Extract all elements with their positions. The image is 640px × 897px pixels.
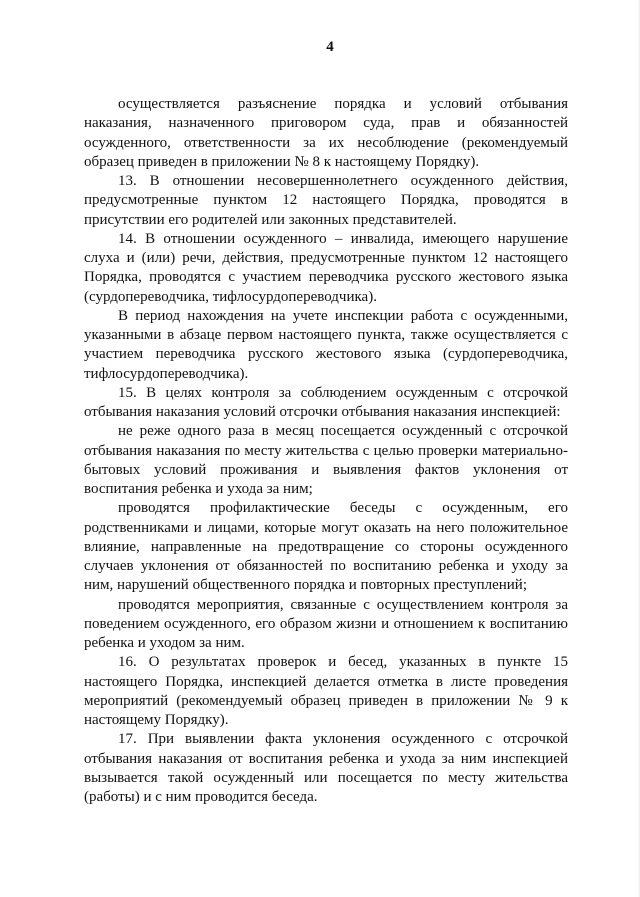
paragraph-15-item-2: проводятся профилактические беседы с осужденным, его родственниками и лицами, которые могут оказать на него положительное влияние, направленные на предотвращение со стороны осужденного случаев уклонения от обязанностей по воспитанию ребенка и уходу за ним, нарушений общественного порядка и повторных преступлений; <box>84 500 568 594</box>
paragraph-14: 14. В отношении осужденного – инвалида, имеющего нарушение слуха и (или) речи, действия, предусмотренные пунктом 12 настоящего Порядка, проводятся с участием переводчика русского жестового языка (сурдопереводчика, тифлосурдопереводчика). <box>84 230 568 305</box>
paragraph-17: 17. При выявлении факта уклонения осужденного с отсрочкой отбывания наказания от воспитания ребенка и ухода за ним инспекцией вызывается такой осужденный или посещается по месту жительства (работы) и с ним проводится беседа. <box>84 731 568 805</box>
paragraph-15-item-1: не реже одного раза в месяц посещается осужденный с отсрочкой отбывания наказания по месту жительства с целью проверки материально-бытовых условий проживания и выявления фактов уклонения от воспитания ребенка и ухода за ним; <box>84 423 568 497</box>
paragraph-13: 13. В отношении несовершеннолетнего осужденного действия, предусмотренные пунктом 12 настоящего Порядка, проводятся в присутствии его родителей или законных представителей. <box>84 173 568 228</box>
page-number: 4 <box>326 39 334 55</box>
paragraph-continuation: осуществляется разъяснение порядка и условий отбывания наказания, назначенного приговором суда, прав и обязанностей осужденного, ответственности за их несоблюдение (рекомендуемый образец приведен в приложении № 8 к настоящему Порядку). <box>84 96 568 170</box>
document-body <box>84 95 568 807</box>
paragraph-14-second: В период нахождения на учете инспекции работа с осужденными, указанными в абзаце первом настоящего пункта, также осуществляется с участием переводчика русского жестового языка (сурдопереводчика, тифлосурдопереводчика). <box>84 307 568 382</box>
paragraph-15-item-3: проводятся мероприятия, связанные с осуществлением контроля за поведением осужденного, его образом жизни и отношением к воспитанию ребенка и уходом за ним. <box>84 596 568 651</box>
paragraph-15: 15. В целях контроля за соблюдением осужденным с отсрочкой отбывания наказания условий отсрочки отбывания наказания инспекцией: <box>84 384 568 420</box>
paragraph-16: 16. О результатах проверок и бесед, указанных в пункте 15 настоящего Порядка, инспекцией делается отметка в листе проведения мероприятий (рекомендуемый образец приведен в приложении № 9 к настоящему Порядку). <box>84 654 568 728</box>
